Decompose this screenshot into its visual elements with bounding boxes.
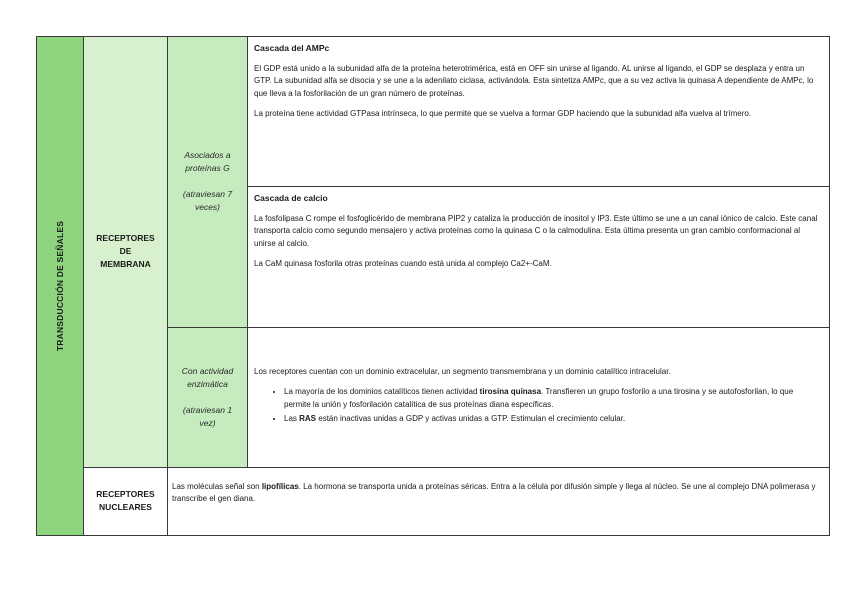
nuclear-label-line2: NUCLEARES [99,502,152,513]
ampc-paragraph-1: El GDP está unido a la subunidad alfa de la proteína heterotrimérica, está en OFF sin unirse al ligando. AL unirse al ligando, el GDP se desplaza y entra un GTP. La subunidad alfa se disocia y se une a la adenilato ciclasa, activándola. Esta sintetiza AMPc, que a su vez activa la quinasa A dependiente de AMPc, lo que lleva a la fosforilación de un gran número de proteínas. [254,63,814,98]
term-tyrosine-kinase: tirosina quinasa [479,387,542,397]
ampc-cascade-cell [248,37,830,187]
g-protein-label-line2: proteínas G [185,163,230,174]
term-lipophilic: lipofílicas [261,481,299,491]
main-category-cell [37,37,84,536]
ampc-title: Cascada del AMPc [254,43,330,53]
g-protein-cell [168,37,248,328]
bullet-ras: • Las RAS están inactivas unidas a GDP y activas unidas a GTP. Estimulan el crecimiento celular. [284,413,821,426]
nuclear-label-line1: RECEPTORES [96,489,155,500]
main-category-label: TRANSDUCCIÓN DE SEÑALES [55,220,65,352]
enzymatic-note-line2: vez) [199,417,216,428]
enzymatic-label-line2: enzimática [187,378,228,389]
enzymatic-intro: Los receptores cuentan con un dominio extracelular, un segmento transmembrana y un dominio catalítico intracelular. [254,366,671,376]
enzymatic-cell [168,327,248,467]
calcium-title: Cascada de calcio [254,193,328,204]
g-protein-label-line1: Asociados a [184,150,231,161]
calcium-paragraph-1: La fosfolipasa C rompe el fosfoglicérido de membrana PIP2 y cataliza la producción de inositol y IP3. Este último se une a un canal iónico de calcio. Este canal transporta calcio como segundo mensajero y activa proteínas como la quinasa C o la calmodulina. Esta última presenta un gran cambio conformacional al unirse al calcio. [254,213,818,248]
nuclear-content-cell: Las moléculas señal son lipofílicas. La hormona se transporta unida a proteínas séricas. Entra a la célula por difusión simple y llega al núcleo. Se une al complejo DNA polimerasa y transcribe el gen diana. [168,467,830,535]
enzymatic-label-line1: Con actividad [181,365,234,376]
nuclear-receptors-cell [84,467,168,535]
membrane-label-line2: DE [119,246,132,257]
membrane-label-line3: MEMBRANA [100,259,151,270]
g-protein-note-line1: (atraviesan 7 [182,189,233,200]
enzymatic-content-cell [248,327,830,467]
ampc-paragraph-2: La proteína tiene actividad GTPasa intrínseca, lo que permite que se vuelva a formar GDP haciendo que la subunidad alfa vuelva al trímero. [254,109,752,118]
bullet-tyrosine-kinase: • La mayoría de los dominios catalíticos tienen actividad tirosina quinasa. Transfieren un grupo fosforilo a una tirosina y se autofosforilan, lo que permite la unión y fosforilación catalítica de sus proteínas diana específicas. [284,386,821,411]
calcium-cascade-cell [248,187,830,327]
enzymatic-bullet-list [254,386,821,426]
signal-transduction-table [36,36,830,536]
enzymatic-note-line1: (atraviesan 1 [182,404,233,415]
membrane-label-line1: RECEPTORES [96,233,155,244]
calcium-paragraph-2: La CaM quinasa fosforila otras proteínas cuando está unida al complejo Ca2+-CaM. [254,259,552,269]
term-ras: RAS [299,414,317,424]
membrane-receptors-cell [84,37,168,468]
g-protein-note-line2: veces) [194,202,221,213]
